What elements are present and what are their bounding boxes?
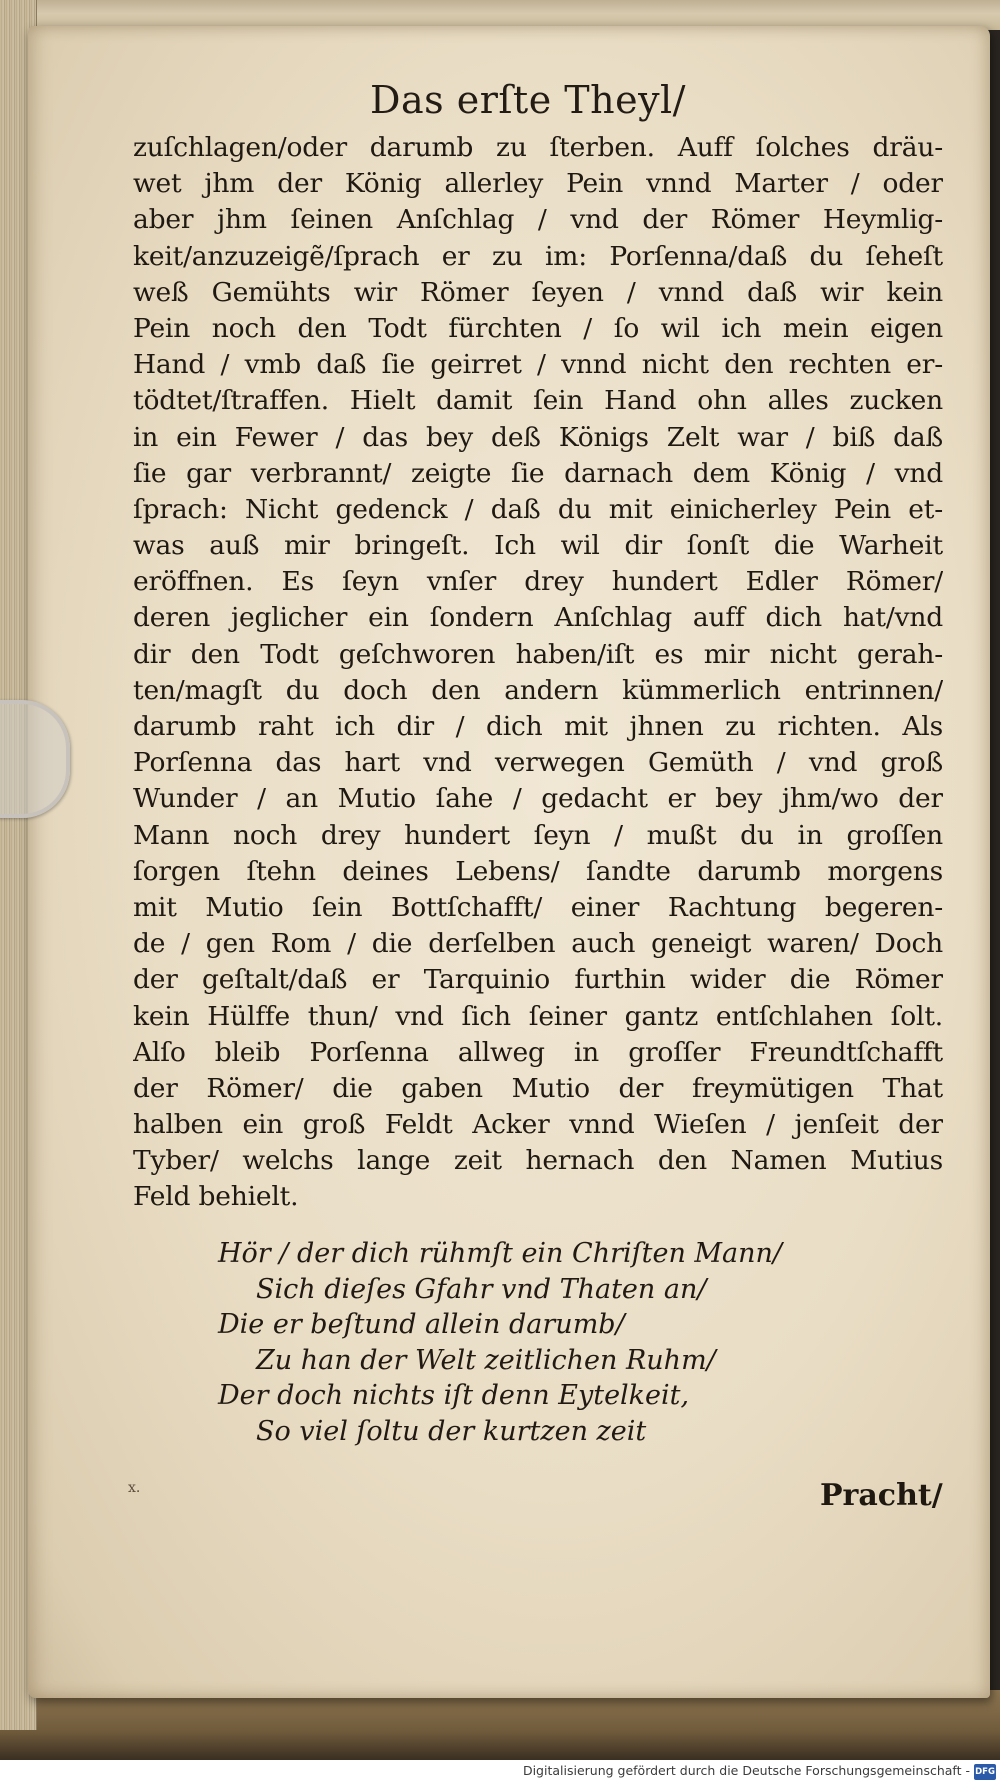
- text-line: ſorgen ſtehn deines Lebens/ ſandte darumb morgens: [133, 855, 943, 887]
- text-line: deren jeglicher ein ſondern Anſchlag auff dich hat/vnd: [133, 602, 943, 634]
- text-line: Wunder / an Mutio ſahe / gedacht er bey jhm/wo der: [133, 783, 943, 815]
- text-line: Feld behielt.: [133, 1181, 299, 1213]
- dfg-logo: DFG: [974, 1764, 996, 1780]
- text-line: in ein Fewer / das bey deß Königs Zelt war / biß daß: [133, 421, 943, 453]
- text-line: dir den Todt geſchworen haben/iſt es mir nicht gerah-: [133, 638, 943, 670]
- verse-line: Sich dieſes Gfahr vnd Thaten an/: [256, 1273, 707, 1305]
- text-line: mit Mutio ſein Bottſchafft/ einer Rachtung begeren-: [133, 891, 943, 923]
- text-line: darumb raht ich dir / dich mit jhnen zu richten. Als: [133, 711, 943, 742]
- body-text: [133, 130, 943, 1216]
- text-line: keit/anzuzeigẽ/ſprach er zu im: Porſenna/daß du ſeheſt: [133, 240, 943, 272]
- text-line: der geſtalt/daß er Tarquinio furthin wider die Römer: [133, 964, 943, 996]
- catchword: Pracht/: [820, 1478, 943, 1513]
- text-line: de / gen Rom / die derſelben auch geneigt waren/ Doch: [133, 928, 943, 960]
- credit-text: Digitalisierung gefördert durch die Deutsche Forschungsgemeinschaft -: [522, 1763, 970, 1778]
- verse-line: Die er beſtund allein darumb/: [218, 1309, 625, 1341]
- text-line: aber jhm ſeinen Anſchlag / vnd der Römer Heymlig-: [133, 204, 943, 236]
- text-line: tödtet/ſtraffen. Hielt damit ſein Hand ohn alles zucken: [133, 385, 943, 417]
- text-line: eröffnen. Es ſeyn vnſer drey hundert Edler Römer/: [133, 566, 943, 598]
- text-line: Pein noch den Todt fürchten / ſo wil ich mein eigen: [133, 312, 943, 344]
- text-line: wet jhm der König allerley Pein vnnd Marter / oder: [133, 168, 943, 200]
- text-line: kein Hülffe thun/ vnd ſich ſeiner gantz entſchlahen ſolt.: [133, 1000, 943, 1032]
- verse-line: So viel ſoltu der kurtzen zeit: [256, 1415, 647, 1447]
- text-line: weß Gemühts wir Römer ſeyen / vnnd daß wir kein: [133, 276, 943, 308]
- verse-line: Hör / der dich rühmſt ein Chriſten Mann/: [218, 1238, 783, 1269]
- text-line: Mann noch drey hundert ſeyn / mußt du in groſſen: [133, 819, 943, 851]
- text-line: Hand / vmb daß ſie geirret / vnnd nicht den rechten er-: [133, 349, 943, 381]
- verse-block: [218, 1236, 783, 1450]
- text-line: ſie gar verbrannt/ zeigte ſie darnach dem König / vnd: [133, 457, 943, 489]
- text-line: zuſchlagen/oder darumb zu ſterben. Auff ſolches dräu-: [133, 132, 943, 163]
- text-line: Alſo bleib Porſenna allweg in groſſer Freundtſchafft: [133, 1036, 943, 1068]
- running-header: Das erſte Theyl/: [370, 78, 686, 122]
- signature-mark: x.: [128, 1480, 141, 1496]
- text-line: der Römer/ die gaben Mutio der freymütigen That: [133, 1072, 943, 1104]
- text-line: halben ein groß Feldt Acker vnnd Wieſen / jenſeit der: [133, 1109, 943, 1141]
- book-cover-board: [0, 1690, 1000, 1760]
- verse-line: Der doch nichts iſt denn Eytelkeit,: [218, 1380, 690, 1412]
- text-line: Porſenna das hart vnd verwegen Gemüth / vnd groß: [133, 747, 943, 779]
- text-line: ten/magſt du doch den andern kümmerlich entrinnen/: [133, 674, 943, 706]
- verse-line: Zu han der Welt zeitlichen Ruhm/: [256, 1344, 716, 1376]
- text-line: Tyber/ welchs lange zeit hernach den Namen Mutius: [133, 1145, 943, 1177]
- text-line: ſprach: Nicht gedenck / daß du mit einicherley Pein et-: [133, 493, 943, 525]
- text-line: was auß mir bringeſt. Ich wil dir ſonſt die Warheit: [133, 530, 943, 562]
